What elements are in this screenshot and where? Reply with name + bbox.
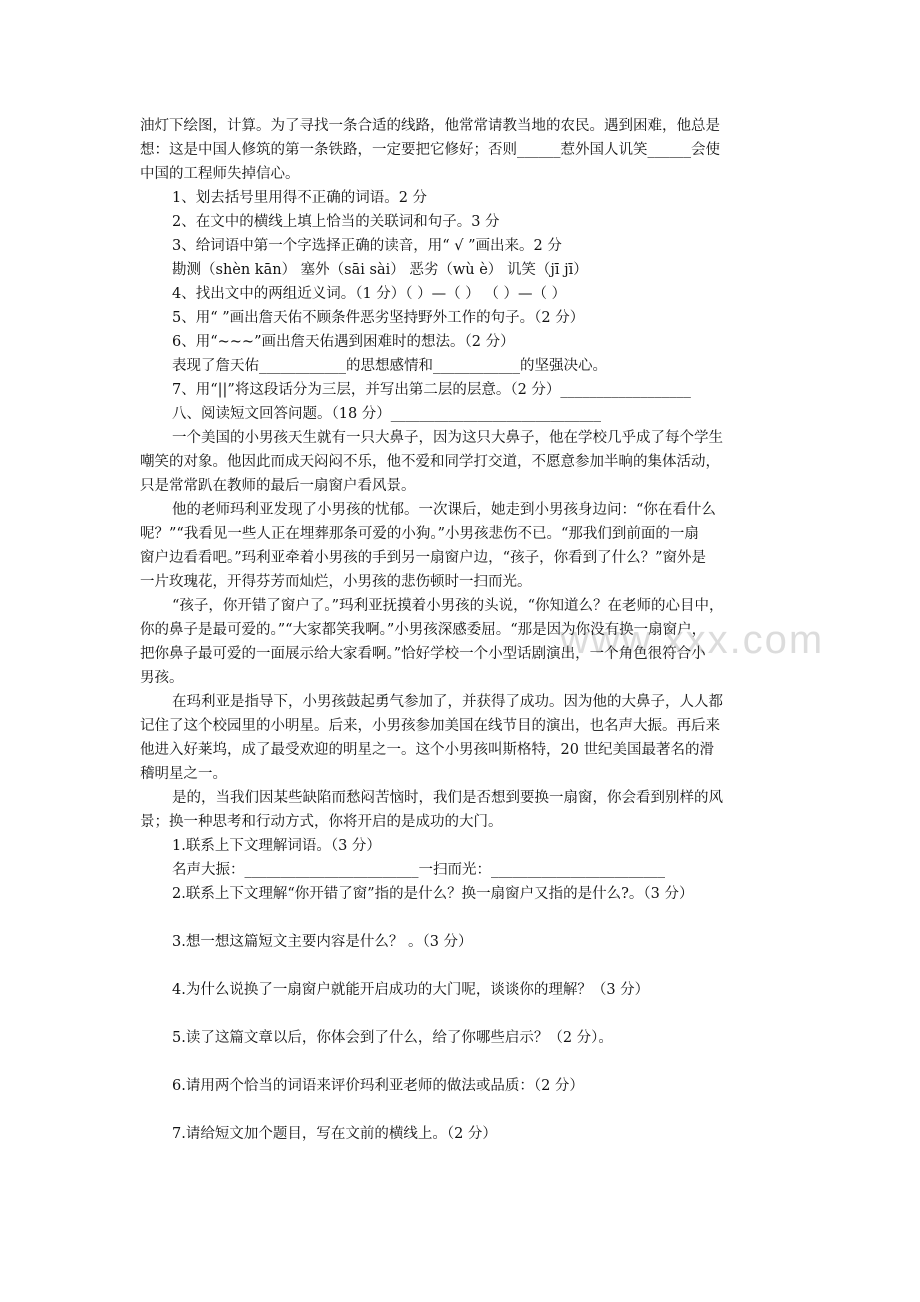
story-line: 你的鼻子是最可爱的。”“大家都笑我啊。”小男孩深感委屈。“那是因为你没有换一扇窗户， [140, 622, 707, 638]
paragraph-line: 想：这是中国人修筑的第一条铁路，一定要把它修好；否则______惹外国人讥笑______会使 [140, 142, 720, 158]
story-line: 在玛利亚是指导下，小男孩鼓起勇气参加了，并获得了成功。因为他的大鼻子，人人都 [172, 694, 723, 710]
story-question-3: 3.想一想这篇短文主要内容是什么？ 。（3 分） [172, 934, 473, 950]
question-3: 3、给词语中第一个字选择正确的读音，用“ √ ”画出来。2 分 [172, 238, 562, 254]
question-2: 2、在文中的横线上填上恰当的关联词和句子。3 分 [172, 214, 500, 230]
section-heading: 八、阅读短文回答问题。（18 分）_____________________________ [172, 406, 602, 422]
story-question-6: 6.请用两个恰当的词语来评价玛利亚老师的做法或品质：（2 分） [172, 1078, 584, 1094]
question-7: 7、用“||”将这段话分为三层，并写出第二层的层意。（2 分）__________________ [172, 382, 691, 398]
question-3-options: 勘测（shèn kān） 塞外（sāi sài） 恶劣（wù è） 讥笑（jī jī） [172, 262, 588, 278]
story-line: 男孩。 [140, 670, 184, 686]
question-4: 4、找出文中的两组近义词。（1 分）（ ）—（ ） （ ）—（ ） [172, 286, 567, 302]
story-question-5: 5.读了这篇文章以后，你体会到了什么，给了你哪些启示？（2 分）。 [172, 1030, 613, 1046]
story-question-4: 4.为什么说换了一扇窗户就能开启成功的大门呢，谈谈你的理解？（3 分） [172, 982, 650, 998]
story-line: 一个美国的小男孩天生就有一只大鼻子，因为这只大鼻子，他在学校几乎成了每个学生 [172, 430, 723, 446]
story-question-1: 1.联系上下文理解词语。（3 分） [172, 838, 381, 854]
story-question-1-fill: 名声大振：________________________一扫而光：________________________ [172, 862, 665, 878]
story-line: 呢？”“我看见一些人正在埋葬那条可爱的小狗。”小男孩悲伤不已。“那我们到前面的一扇 [140, 526, 699, 542]
question-6: 6、用“~~~”画出詹天佑遇到困难时的想法。（2 分） [172, 334, 515, 350]
story-line: 记住了这个校园里的小明星。后来，小男孩参加美国在线节目的演出，也名声大振。再后来 [140, 718, 720, 734]
paragraph-line: 油灯下绘图，计算。为了寻找一条合适的线路，他常常请教当地的农民。遇到困难，他总是 [140, 118, 720, 134]
story-line: 把你鼻子最可爱的一面展示给大家看啊。”恰好学校一个小型话剧演出，一个角色很符合小 [140, 646, 706, 662]
story-line: 稽明星之一。 [140, 766, 227, 782]
story-line: 他进入好莱坞，成了最受欢迎的明星之一。这个小男孩叫斯格特，20 世纪美国最著名的滑 [140, 742, 715, 758]
story-line: 窗户边看看吧。”玛利亚牵着小男孩的手到另一扇窗户边，“孩子，你看到了什么？”窗外是 [140, 550, 706, 566]
story-question-7: 7.请给短文加个题目，写在文前的横线上。（2 分） [172, 1126, 497, 1142]
story-line: 一片玫瑰花，开得芬芳而灿烂，小男孩的悲伤顿时一扫而光。 [140, 574, 532, 590]
story-line: “孩子，你开错了窗户了。”玛利亚抚摸着小男孩的头说，“你知道么？在老师的心目中， [172, 598, 724, 614]
story-line: 嘲笑的对象。他因此而成天闷闷不乐，他不爱和同学打交道，不愿意参加半晌的集体活动， [140, 454, 720, 470]
question-5: 5、用“ ”画出詹天佑不顾条件恶劣坚持野外工作的句子。（2 分） [172, 310, 585, 326]
watermark: www.xxx.com [560, 618, 825, 662]
story-line: 景；换一种思考和行动方式，你将开启的是成功的大门。 [140, 814, 503, 830]
story-question-2: 2.联系上下文理解“你开错了窗”指的是什么？换一扇窗户又指的是什么?。（3 分） [172, 886, 694, 902]
question-6-fill: 表现了詹天佑____________的思想感情和____________的坚强决心。 [172, 358, 607, 374]
paragraph-line: 中国的工程师失掉信心。 [140, 166, 300, 182]
story-line: 只是常常趴在教师的最后一扇窗户看风景。 [140, 478, 416, 494]
story-line: 是的，当我们因某些缺陷而愁闷苦恼时，我们是否想到要换一扇窗，你会看到别样的风 [172, 790, 723, 806]
question-1: 1、划去括号里用得不正确的词语。2 分 [172, 190, 428, 206]
story-line: 他的老师玛利亚发现了小男孩的忧郁。一次课后，她走到小男孩身边问：“你在看什么 [172, 502, 716, 518]
